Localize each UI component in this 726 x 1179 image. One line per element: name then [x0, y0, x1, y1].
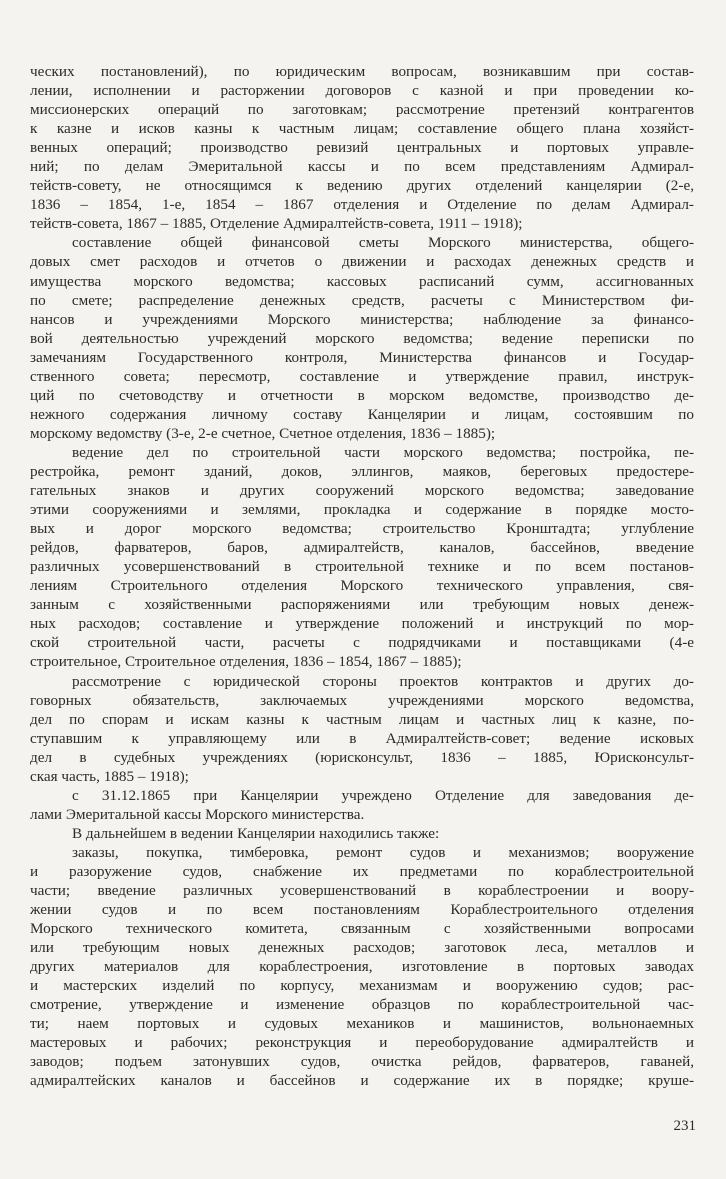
text-line: ти; наем портовых и судовых механиков и машинистов, вольнонаемных — [30, 1015, 694, 1033]
text-line: лении, исполнении и расторжении договоров с казной и при проведении ко- — [30, 82, 694, 100]
text-line: мастеровых и рабочих; реконструкция и переоборудование адмиралтейств и — [30, 1034, 694, 1052]
text-line: заводов; подъем затонувших судов, очистка рейдов, фарватеров, гаваней, — [30, 1053, 694, 1071]
text-line: тейств-совету, не относящимся к ведению других отделений канцелярии (2-е, — [30, 177, 694, 195]
text-line: рассмотрение с юридической стороны проектов контрактов и других до- — [72, 672, 694, 690]
text-line: В дальнейшем в ведении Канцелярии находились также: — [72, 824, 440, 842]
text-line: адмиралтейских каналов и бассейнов и содержание их в порядке; круше- — [30, 1072, 694, 1090]
text-line: рейдов, фарватеров, баров, адмиралтейств, каналов, бассейнов, введение — [30, 539, 694, 557]
text-line: других материалов для кораблестроения, изготовление в портовых заводах — [30, 958, 694, 976]
text-line: ственного совета; пересмотр, составление и утверждение правил, инструк- — [30, 367, 694, 385]
text-line: ческих постановлений), по юридическим вопросам, возникавшим при состав- — [30, 63, 694, 80]
text-line: говорных обязательств, заключаемых учреждениями морского ведомства, — [30, 691, 694, 709]
text-line: ская часть, 1885 – 1918); — [30, 767, 189, 785]
text-line: и разоружение судов, снабжение их предметами по кораблестроительной — [30, 862, 694, 880]
text-line: имущества морского ведомства; кассовых расписаний сумм, ассигнованных — [30, 272, 694, 290]
text-line: строительное, Строительное отделения, 1836 – 1854, 1867 – 1885); — [30, 653, 462, 671]
text-line: различных усовершенствований в строительной технике и по всем постанов- — [30, 558, 694, 576]
text-line: заказы, покупка, тимберовка, ремонт судов и механизмов; вооружение — [72, 843, 694, 861]
text-line: смотрение, утверждение и изменение образцов по кораблестроительной час- — [30, 996, 694, 1014]
text-line: морскому ведомству (3-е, 2-е счетное, Счетное отделения, 1836 – 1885); — [30, 424, 496, 442]
text-line: нансов и учреждениями Морского министерства; наблюдение за финансо- — [30, 310, 694, 328]
text-line: нежного содержания личному составу Канцелярии и лицам, состоявшим по — [30, 405, 694, 423]
text-line: дел в судебных учреждениях (юрисконсульт, 1836 – 1885, Юрисконсульт- — [30, 748, 694, 766]
text-line: ных расходов; составление и утверждение положений и инструкций по мор- — [30, 615, 694, 633]
text-line: миссионерских операций по заготовкам; рассмотрение претензий контрагентов — [30, 101, 694, 119]
text-line: с 31.12.1865 при Канцелярии учреждено Отделение для заведования де- — [72, 786, 694, 804]
text-line: к казне и исков казны к частным лицам; составление общего плана хозяйст- — [30, 120, 694, 138]
text-line: дел по спорам и искам казны к частным лицам и частных лиц к казне, по- — [30, 710, 694, 728]
text-line: вой деятельностью учреждений морского ведомства; ведение переписки по — [30, 329, 694, 347]
text-line: вых и дорог морского ведомства; строительство Кронштадта; углубление — [30, 520, 694, 538]
text-line: этими сооружениями и землями, прокладка и содержание в порядке мосто- — [30, 501, 694, 519]
body-text — [30, 62, 694, 1091]
page-number: 231 — [673, 1118, 696, 1134]
text-line: по смете; распределение денежных средств, расчеты с Министерством фи- — [30, 291, 694, 309]
text-line: рестройка, ремонт зданий, доков, эллингов, маяков, береговых предостере- — [30, 462, 694, 480]
text-line: замечаниям Государственного контроля, Министерства финансов и Государ- — [30, 348, 694, 366]
text-line: ций по счетоводству и отчетности в морском ведомстве, производство де- — [30, 386, 694, 404]
text-line: ской строительной части, расчеты с подрядчиками и поставщиками (4-е — [30, 634, 694, 652]
text-line: лами Эмеритальной кассы Морского министерства. — [30, 805, 365, 823]
text-line: 1836 – 1854, 1-е, 1854 – 1867 отделения и Отделение по делам Адмирал- — [30, 196, 694, 214]
text-line: тейств-совета, 1867 – 1885, Отделение Адмиралтейств-совета, 1911 – 1918); — [30, 215, 523, 233]
text-line: занным с хозяйственными распоряжениями или требующим новых денеж- — [30, 596, 694, 614]
text-line: жении судов и по всем постановлениям Кораблестроительного отделения — [30, 901, 694, 919]
text-line: лениям Строительного отделения Морского технического управления, свя- — [30, 577, 694, 595]
text-line: ведение дел по строительной части морского ведомства; постройка, пе- — [72, 443, 694, 461]
text-line: гательных знаков и других сооружений морского ведомства; заведование — [30, 482, 694, 500]
text-line: довых смет расходов и отчетов о движении и расходах денежных средств и — [30, 253, 694, 271]
text-line: ступавшим к управляющему или в Адмиралтейств-совет; ведение исковых — [30, 729, 694, 747]
text-line: венных операций; производство ревизий центральных и портовых управле- — [30, 139, 694, 157]
text-line: части; введение различных усовершенствований в кораблестроении и воору- — [30, 882, 694, 900]
text-line: или требующим новых денежных расходов; заготовок леса, металлов и — [30, 939, 694, 957]
text-line: ний; по делам Эмеритальной кассы и по всем представлениям Адмирал- — [30, 158, 694, 176]
text-line: Морского технического комитета, связанным с хозяйственными вопросами — [30, 920, 694, 938]
text-line: составление общей финансовой сметы Морского министерства, общего- — [72, 234, 694, 252]
text-line: и мастерских изделий по корпусу, механизмам и вооружению судов; рас- — [30, 977, 694, 995]
